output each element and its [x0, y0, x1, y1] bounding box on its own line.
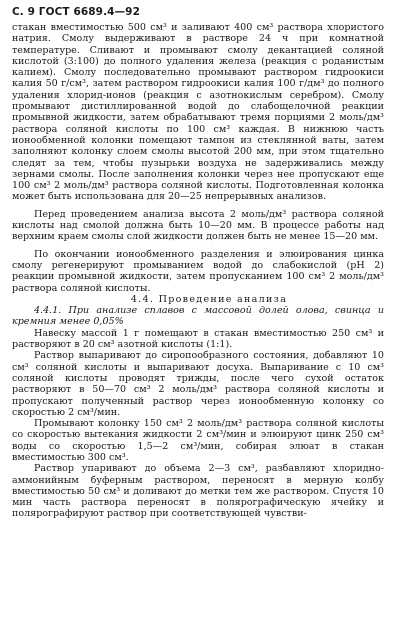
page-header: С. 9 ГОСТ 6689.4—92: [12, 6, 140, 18]
paragraph-sample: Навеску массой 1 г помещают в стакан вместимостью 250 см³ и растворяют в 20 см³ азотной кислоты (1:1).: [12, 327, 384, 351]
paragraph-polarography: Раствор упаривают до объема 2—3 см³, разбавляют хлоридно-аммонийным буферным раствором, переносят в мерную колбу вместимостью 50 см³ и доливают до метки тем же раствором. Спустя 10 мин часть раствора переносят в полярографическую ячейку и полярографируют раствор при соответствующей чувстви-: [12, 463, 384, 520]
paragraph-washing: Промывают колонку 150 см³ 2 моль/дм³ раствора соляной кислоты со скоростью вытекания жидкости 2 см³/мин и элюируют цинк 250 см³ воды со скоростью 1,5—2 см³/мин, собирая элюат в стакан вместимостью 300 см³.: [12, 418, 384, 463]
section-heading: 4.4. Проведение анализа: [130, 293, 288, 305]
paragraph-acid-height: Перед проведением анализа высота 2 моль/дм³ раствора соляной кислоты над смолой должна быть 10—20 мм. В процессе работы над верхним краем смолы слой жидкости должен быть не менее 15—20 мм.: [12, 208, 384, 243]
paragraph-evaporation: Раствор выпаривают до сиропообразного состояния, добавляют 10 см³ соляной кислоты и выпаривают досуха. Выпаривание с 10 см³ соляной кислоты проводят трижды, после чего сухой остаток растворяют в 50—70 см³ 2 моль/дм³ раствора соляной кислоты и пропускают полученный раствор через ионообменную колонку со скоростью 2 см³/мин.: [12, 350, 384, 418]
subsection-heading: 4.4.1. При анализе сплавов с массовой долей олова, свинца и кремния менее 0,05%: [12, 305, 384, 328]
document-body: [12, 22, 384, 520]
paragraph-resin-preparation: стакан вместимостью 500 см³ и заливают 400 см³ раствора хлористого натрия. Смолу выдерживают в растворе 24 ч при комнатной температуре. Сливают и промывают смолу декантацией соляной кислотой (3:100) до полного удаления железа (реакция с роданистым калием). Смолу последовательно промывают раствором гидроокиси калия 50 г/см³, затем раствором гидроокиси калия 100 г/дм³ до полного удаления хлорид-ионов (реакция с азотнокислым серебром). Смолу промывают дистиллированной водой до слабощелочной реакции промывной жидкости, затем обрабатывают тремя порциями 2 моль/дм³ раствора соляной кислоты по 100 см³ каждая. В нижнюю часть ионообменной колонки помещают тампон из стеклянной ваты, затем заполняют колонку слоем смолы высотой 200 мм, при этом тщательно следят за тем, чтобы пузырьки воздуха не задерживались между зернами смолы. После заполнения колонки через нее пропускают еще 100 см³ 2 моль/дм³ раствора соляной кислоты. Подготовленная колонка может быть использована для 20—25 непрерывных анализов.: [12, 22, 384, 203]
paragraph-regeneration: По окончании ионообменного разделения и элюирования цинка смолу регенерируют промыванием водой до слабокислой (рН 2) реакции промывной жидкости, затем пропусканием 100 см³ 2 моль/дм³ раствора соляной кислоты.: [12, 248, 384, 294]
